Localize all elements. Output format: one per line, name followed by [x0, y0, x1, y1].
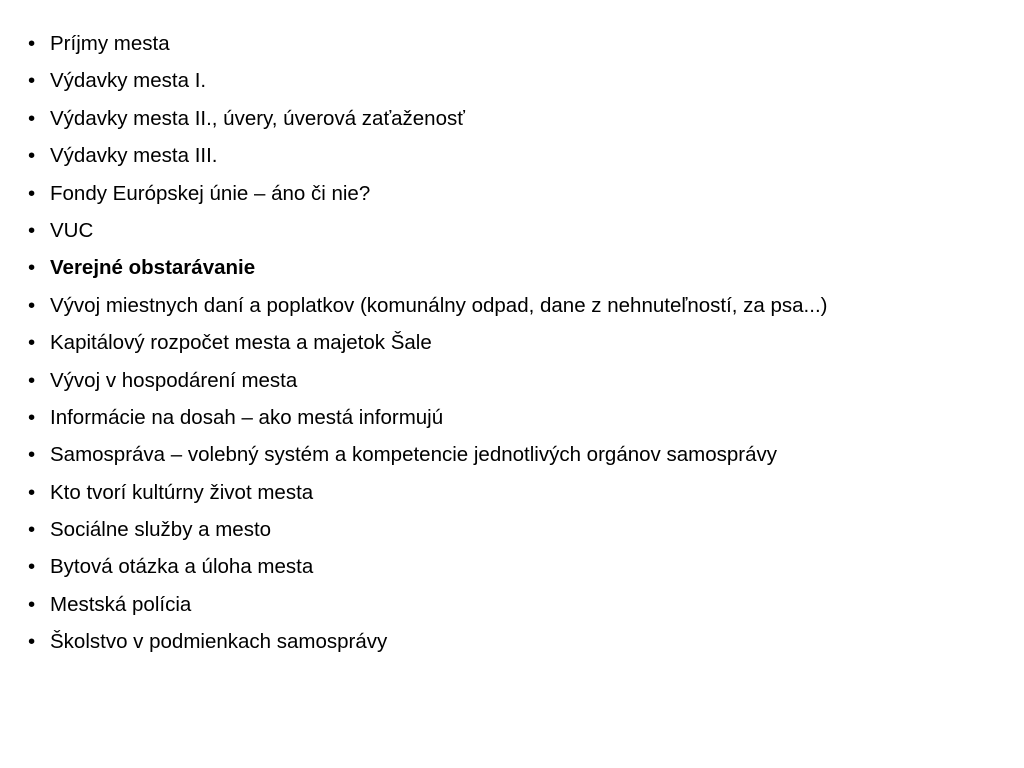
- bullet-icon: •: [28, 106, 36, 130]
- list-item: [28, 218, 908, 243]
- bullet-icon: •: [28, 592, 36, 616]
- list-item-text: Sociálne služby a mesto: [50, 518, 272, 542]
- bullet-icon: •: [28, 555, 36, 579]
- list-item: [28, 368, 908, 393]
- list-item-text: Informácie na dosah – ako mestá informujú: [50, 405, 444, 429]
- list-item-text: Výdavky mesta III.: [50, 144, 218, 168]
- bullet-icon: •: [28, 480, 36, 504]
- bullet-icon: •: [28, 293, 36, 317]
- list-item: [28, 554, 908, 579]
- list-item: [28, 68, 908, 93]
- bullet-icon: •: [28, 518, 36, 542]
- list-item: [28, 330, 908, 355]
- bullet-icon: •: [28, 368, 36, 392]
- list-item-text: Výdavky mesta II., úvery, úverová zaťaženosť: [50, 106, 465, 130]
- list-item-text: Samospráva – volebný systém a kompetencie jednotlivých orgánov samosprávy: [50, 443, 777, 467]
- bullet-icon: •: [28, 331, 36, 355]
- list-item: [28, 143, 908, 168]
- list-item: [28, 405, 908, 430]
- list-item: [28, 517, 908, 542]
- bullet-icon: •: [28, 69, 36, 93]
- list-item-text: VUC: [50, 218, 94, 242]
- list-item-highlighted: [28, 255, 908, 280]
- list-item-text: Vývoj v hospodárení mesta: [50, 368, 298, 392]
- bullet-icon: •: [28, 443, 36, 467]
- list-item-text: Mestská polícia: [50, 592, 192, 616]
- list-item-text: Kto tvorí kultúrny život mesta: [50, 480, 314, 504]
- list-item-text: Verejné obstarávanie: [50, 256, 256, 280]
- list-item-text: Bytová otázka a úloha mesta: [50, 555, 314, 579]
- list-item: [28, 181, 908, 206]
- list-item: [28, 629, 908, 654]
- list-item: [28, 480, 908, 505]
- bullet-icon: •: [28, 405, 36, 429]
- list-item: [28, 31, 908, 56]
- list-item-text: Školstvo v podmienkach samosprávy: [50, 630, 388, 654]
- bullet-icon: •: [28, 181, 36, 205]
- list-item: [28, 293, 908, 318]
- list-item: [28, 592, 908, 617]
- bullet-icon: •: [28, 218, 36, 242]
- bullet-icon: •: [28, 256, 36, 280]
- list-item-text: Fondy Európskej únie – áno či nie?: [50, 181, 371, 205]
- list-item: [28, 106, 908, 131]
- bullet-icon: •: [28, 32, 36, 55]
- bullet-icon: •: [28, 630, 36, 654]
- list-item-text: Vývoj miestnych daní a poplatkov (komunálny odpad, dane z nehnuteľností, za psa...): [50, 293, 828, 317]
- topic-list: [28, 31, 908, 667]
- list-item: [28, 442, 908, 467]
- list-item-text: Výdavky mesta I.: [50, 69, 207, 93]
- bullet-icon: •: [28, 144, 36, 168]
- list-item-text: Kapitálový rozpočet mesta a majetok Šale: [50, 331, 432, 355]
- list-item-text: Príjmy mesta: [50, 32, 170, 55]
